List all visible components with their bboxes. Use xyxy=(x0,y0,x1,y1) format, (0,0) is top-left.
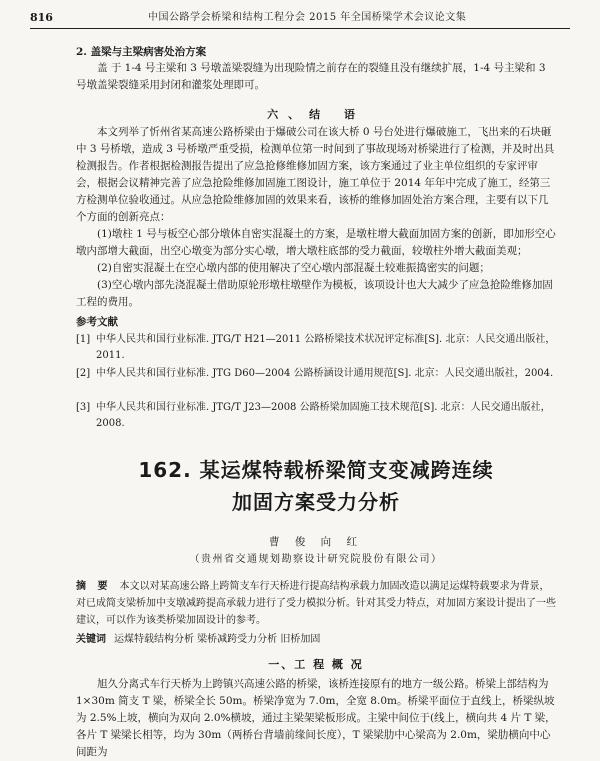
reference-text: 中华人民共和国行业标准. JTG/T J23—2008 公路桥梁加固施工技术规范[S]. 北京：人民交通出版社，2008. xyxy=(96,402,551,429)
subsection-text: 盖 于 1-4 号主梁和 3 号墩盖梁裂缝为出现险情之前存在的裂缝且没有继续扩展，1-4 号主梁和 3 号墩盖梁裂缝采用封闭和灌浆处理即可。 xyxy=(76,62,546,91)
conclusion-heading: 六、结 语 xyxy=(267,108,365,121)
reference-number: [2] xyxy=(76,368,91,379)
article-title-line-1: 162. 某运煤特载桥梁简支变减跨连续 xyxy=(138,458,494,482)
body-paragraph: 旭久分离式车行天桥为上跨镇兴高速公路的桥梁，该桥连接原有的地方一级公路。桥梁上部结构为 1×30m 简支 T 梁，桥梁全长 50m。桥梁净宽为 7.0m，全宽 8.0m。桥梁平面位于直线上，桥梁纵坡为 2.5%上坡，横向为双向 2.0%横坡，通过主梁架梁板形成。主梁中间位于(线上，横向共 4 片 T 梁，各片 T 梁梁长相等，均为 30m（两桥台背墙前缘间长度），T 梁梁肋中心梁高为 2.0m，梁肋横向中心间距为 xyxy=(76,678,556,758)
keywords-label: 关键词 xyxy=(76,634,106,645)
conclusion-item-3: (3)空心墩内部先浇混凝土借助原轮形墩柱墩壁作为模板，该项设计也大大减少了应急抢险维修加固工程的费用。 xyxy=(76,279,553,308)
abstract-text: 本文以对某高速公路上跨简支车行天桥进行提高结构承载力加固改造以满足运煤特载要求为背景，对已成简支梁桥加中支墩减跨提高承载力进行了受力模拟分析。针对其受力特点，对加固方案设计提出了一些建议，可以作为该类桥梁加固设计的参考。 xyxy=(76,581,556,626)
subsection-heading: 2. 盖梁与主梁病害处治方案 xyxy=(76,46,207,58)
reference-item xyxy=(76,366,556,382)
keywords xyxy=(76,631,556,648)
abstract xyxy=(76,578,556,629)
conclusion-item-1: (1)墩柱 1 号与板空心部分墩体自密实混凝土的方案，是墩柱增大截面加固方案的创新，即加形空心墩内部增大截面，出空心墩变为部分实心墩，增大墩柱底部的受力截面，较墩柱外增大截面美观； xyxy=(76,228,556,257)
page-number: 816 xyxy=(30,11,53,24)
section-heading: 一、工 程 概 况 xyxy=(268,658,364,671)
running-title: 中国公路学会桥梁和结构工程分会 2015 年全国桥梁学术会议论文集 xyxy=(148,12,467,23)
reference-item xyxy=(76,400,556,432)
conclusion-paragraph: 本文列举了忻州省某高速公路桥梁由于爆破公司在该大桥 0 号台处进行爆破施工，飞出来的石块砸中 3 号桥墩，造成 3 号桥墩严重受损，检测单位第一时间到了事故现场对桥梁进行了检测，并及时出具检测报告。作者根据检测报告提出了应急抢修维修加固方案，该方案通过了业主单位组织的专家评审会，根据会议精神完善了应急抢险维修加固施工图设计，施工单位于 2014 年年中完成了施工，经第三方检测单位验收通过。从应急抢险维修加固的效果来看，该桥的维修加固处治方案合理，主要有以下几个方面的创新亮点： xyxy=(76,126,555,223)
article-title-line-2: 加固方案受力分析 xyxy=(232,490,400,514)
keywords-text: 运煤特载结构分析 梁桥减跨受力分析 旧桥加固 xyxy=(114,634,321,645)
reference-text: 中华人民共和国行业标准. JTG/T H21—2011 公路桥梁技术状况评定标准[S]. 北京：人民交通出版社，2011. xyxy=(96,334,556,361)
reference-number: [3] xyxy=(76,402,91,413)
conclusion-item-2: (2)自密实混凝土在空心墩内部的使用解决了空心墩内部混凝土较难振捣密实的问题； xyxy=(97,262,490,274)
running-header xyxy=(30,10,570,29)
article-affiliation: （贵州省交通规划勘察设计研究院股份有限公司） xyxy=(189,554,443,565)
reference-number: [1] xyxy=(76,334,91,345)
reference-item xyxy=(76,332,556,364)
references-heading: 参考文献 xyxy=(76,316,118,328)
abstract-label: 摘 要 xyxy=(76,581,112,592)
reference-text: 中华人民共和国行业标准. JTG D60—2004 公路桥涵设计通用规范[S]. 北京：人民交通出版社，2004. xyxy=(96,368,554,379)
article-authors: 曹 俊 向 红 xyxy=(268,536,363,548)
